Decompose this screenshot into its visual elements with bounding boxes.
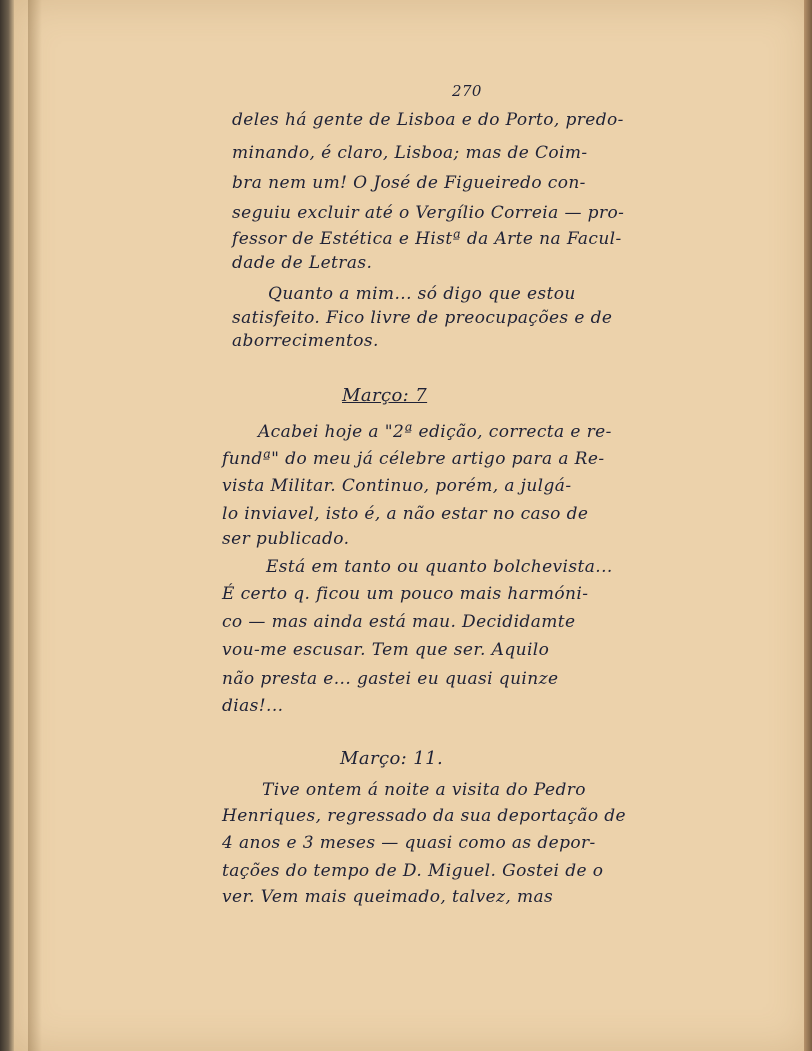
text-line: minando, é claro, Lisboa; mas de Coim- — [232, 143, 588, 163]
text-line: tações do tempo de D. Miguel. Gostei de o — [222, 861, 604, 881]
text-line: bra nem um! O José de Figueiredo con- — [232, 173, 586, 193]
text-line: dias!... — [222, 696, 284, 716]
text-line: Acabei hoje a "2ª edição, correcta e re- — [258, 422, 612, 442]
text-line: Tive ontem á noite a visita do Pedro — [262, 780, 586, 800]
text-line: fessor de Estética e Histª da Arte na Facul- — [232, 229, 622, 249]
text-line: Henriques, regressado da sua deportação de — [222, 806, 627, 826]
text-line: 4 anos e 3 meses — quasi como as depor- — [222, 833, 596, 853]
text-line: vista Militar. Continuo, porém, a julgá- — [222, 476, 572, 496]
page-fold-shadow — [28, 0, 42, 1051]
text-line: Está em tanto ou quanto bolchevista... — [266, 557, 613, 577]
text-line: não presta e... gastei eu quasi quinze — [222, 669, 559, 689]
text-line: É certo q. ficou um pouco mais harmóni- — [222, 584, 589, 604]
text-line: lo inviavel, isto é, a não estar no caso de — [222, 504, 589, 524]
text-line: ver. Vem mais queimado, talvez, mas — [222, 887, 554, 907]
text-line: ser publicado. — [222, 529, 350, 549]
text-line: fundª" do meu já célebre artigo para a Re- — [222, 449, 605, 469]
text-line: dade de Letras. — [232, 253, 373, 273]
text-line: aborrecimentos. — [232, 331, 379, 351]
text-line: deles há gente de Lisboa e do Porto, predo- — [232, 110, 624, 130]
book-spine-shadow — [0, 0, 14, 1051]
page-right-edge — [804, 0, 812, 1051]
text-line: satisfeito. Fico livre de preocupações e de — [232, 308, 613, 328]
text-line: co — mas ainda está mau. Decididamte — [222, 612, 576, 632]
entry-heading: Março: 11. — [340, 748, 444, 769]
text-line: Quanto a mim... só digo que estou — [268, 284, 576, 304]
text-line: seguiu excluir até o Vergílio Correia — pro- — [232, 203, 625, 223]
page-number: 270 — [452, 82, 482, 100]
text-line: vou-me escusar. Tem que ser. Aquilo — [222, 640, 550, 660]
entry-heading: Março: 7 — [342, 385, 428, 406]
